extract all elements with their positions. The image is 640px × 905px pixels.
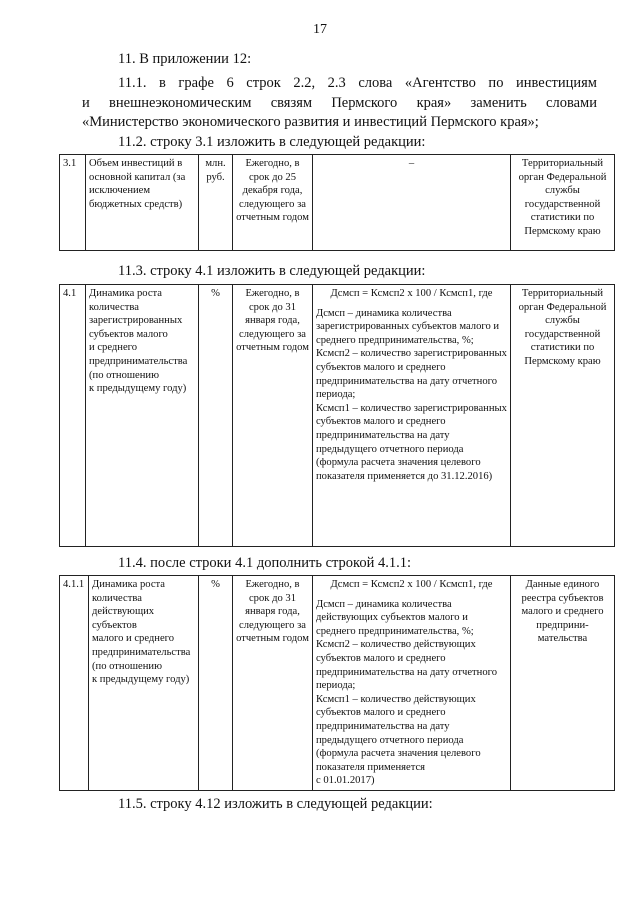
cell-formula: Дсмсп = Ксмсп2 х 100 / Ксмсп1, где Дсмсп – динамика количества действующих субъектов малого и среднего предпринимательства, %; Ксмсп2 – количество действующих субъектов малого и среднего предпринимательства на дату отчетного периода; Ксмсп1 – количество действующих субъектов малого и среднего предпринимательства на дату предыдущего отчетного периода (формула расчета значения целевого показателя применяется с 01.01.2017) [313, 576, 511, 791]
cell-source: Территориальный орган Федеральной службы государственной статистики по Пермскому краю [511, 155, 615, 251]
page-number: 17 [313, 22, 327, 37]
cell-period: Ежегодно, в срок до 31 января года, следующего за отчетным годом [233, 576, 313, 791]
cell-formula: – [313, 155, 511, 251]
table-row-3-1 [59, 154, 615, 251]
paragraph-11-1-line3: «Министерство экономического развития и инвестиций Пермского края»; [82, 114, 539, 130]
paragraph-11: 11. В приложении 12: [118, 51, 252, 67]
table-row-4-1-1 [59, 575, 615, 791]
cell-unit: % [199, 285, 233, 547]
formula: Дсмсп = Ксмсп2 х 100 / Ксмсп1, где [330, 579, 493, 590]
cell-source: Территориальный орган Федеральной службы государственной статистики по Пермскому краю [511, 285, 615, 547]
paragraph-11-1-line2: и внешнеэкономическим связям Пермского края» заменить словами [82, 95, 597, 111]
paragraph-11-1-line1: 11.1. в графе 6 строк 2.2, 2.3 слова «Агентство по инвестициям [118, 75, 597, 91]
cell-indicator-name: Динамика роста количества зарегистрированных субъектов малого и среднего предпринимательства (по отношению к предыдущему году) [86, 285, 199, 547]
paragraph-11-2: 11.2. строку 3.1 изложить в следующей редакции: [118, 134, 426, 150]
cell-source: Данные единого реестра субъектов малого и среднего предприни-мательства [511, 576, 615, 791]
formula: Дсмсп = Ксмсп2 х 100 / Ксмсп1, где [330, 288, 493, 299]
paragraph-11-5: 11.5. строку 4.12 изложить в следующей редакции: [118, 796, 433, 812]
paragraph-11-3: 11.3. строку 4.1 изложить в следующей редакции: [118, 263, 426, 279]
cell-indicator-name: Объем инвестиций в основной капитал (за исключением бюджетных средств) [86, 155, 199, 251]
table-row-4-1 [59, 284, 615, 547]
cell-unit: % [199, 576, 233, 791]
cell-formula: Дсмсп = Ксмсп2 х 100 / Ксмсп1, где Дсмсп – динамика количества зарегистрированных субъектов малого и среднего предпринимательства, %; Ксмсп2 – количество зарегистрированных субъектов малого и среднего предпринимательства на дату отчетного периода; Ксмсп1 – количество зарегистрированных субъектов малого и среднего предпринимательства на дату предыдущего отчетного периода (формула расчета значения целевого показателя применяется до 31.12.2016) [313, 285, 511, 547]
cell-period: Ежегодно, в срок до 25 декабря года, следующего за отчетным годом [233, 155, 313, 251]
cell-indicator-name: Динамика роста количества действующих субъектов малого и среднего предпринимательства (по отношению к предыдущему году) [89, 576, 199, 791]
paragraph-11-4: 11.4. после строки 4.1 дополнить строкой 4.1.1: [118, 555, 412, 571]
cell-number: 4.1.1 [60, 576, 89, 791]
cell-unit: млн. руб. [199, 155, 233, 251]
cell-number: 4.1 [60, 285, 86, 547]
cell-number: 3.1 [60, 155, 86, 251]
cell-period: Ежегодно, в срок до 31 января года, следующего за отчетным годом [233, 285, 313, 547]
